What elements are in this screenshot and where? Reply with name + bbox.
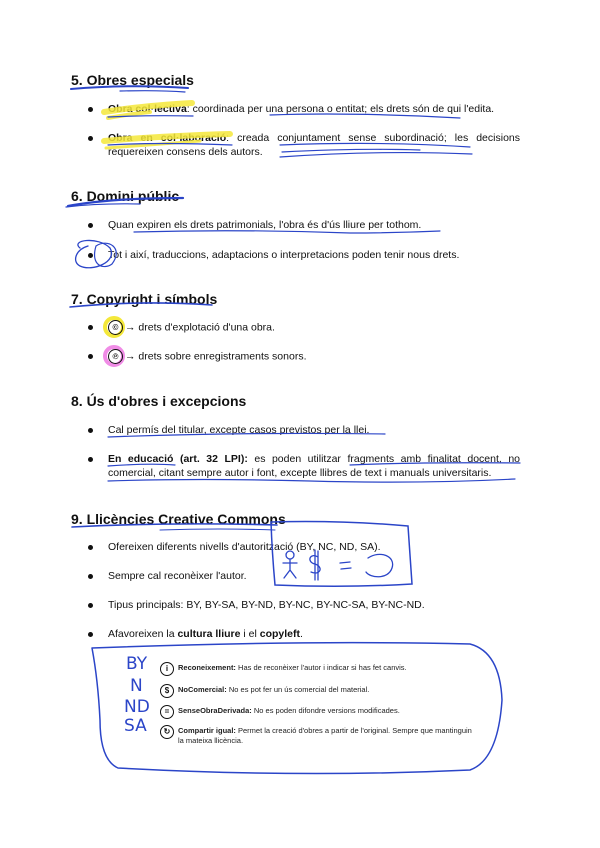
person-icon: i: [160, 662, 174, 676]
list-item: [88, 218, 520, 232]
section-9-title: 9. Llicències Creative Commons: [71, 511, 286, 527]
term-copyleft: copyleft: [259, 628, 301, 640]
bullet-icon: [88, 325, 93, 330]
section-6-title: 6. Domini públic: [71, 188, 180, 204]
item-text: i el: [240, 628, 260, 640]
equals-icon: =: [160, 705, 174, 719]
legend-term: Compartir igual:: [178, 726, 236, 735]
legend-term: NoComercial:: [178, 685, 227, 694]
handwritten-nd: ND: [124, 697, 150, 717]
copyright-icon: ©: [108, 320, 123, 335]
list-item: [88, 349, 520, 364]
handwritten-n: N: [130, 676, 143, 696]
section-5-title: 5. Obres especials: [71, 72, 194, 88]
bullet-icon: [88, 223, 93, 228]
share-alike-icon: ↻: [160, 725, 174, 739]
legend-text: Has de reconèixer l'autor i indicar si has fet canvis.: [235, 663, 407, 672]
bullet-icon: [88, 136, 93, 141]
legend-row-by: [130, 663, 478, 673]
legend-term: Reconeixement:: [178, 663, 236, 672]
equals-icon: [340, 562, 351, 569]
list-item: [88, 569, 520, 583]
handwritten-by: BY: [126, 654, 148, 674]
term-cultura-lliure: cultura lliure: [177, 628, 241, 640]
bullet-icon: [88, 457, 93, 462]
legend-row-nc: [130, 685, 478, 695]
list-item: [88, 452, 520, 480]
list-item: [88, 320, 520, 335]
list-item: [88, 627, 520, 641]
handwritten-sa: SA: [124, 716, 147, 736]
list-item: [88, 423, 520, 437]
item-text: : creada conjuntament sense subordinació; les decisions requereixen consens dels autors.: [108, 132, 520, 158]
item-text: → drets sobre enregistraments sonors.: [125, 350, 307, 363]
item-text: Tipus principals: BY, BY-SA, BY-ND, BY-NC, BY-NC-SA, BY-NC-ND.: [108, 599, 425, 611]
list-item: [88, 102, 520, 116]
bullet-icon: [88, 603, 93, 608]
section-8-title: 8. Ús d'obres i excepcions: [71, 393, 247, 409]
legend-text: No es pot fer un ús comercial del material.: [226, 685, 370, 694]
pen-underline: [160, 529, 275, 530]
bullet-icon: [88, 107, 93, 112]
list-item: [88, 598, 520, 612]
bullet-icon: [88, 574, 93, 579]
term-obra-collaboracio: Obra en col·laboració: [108, 132, 227, 144]
item-text: .: [300, 628, 303, 640]
section-7-title: 7. Copyright i símbols: [71, 291, 218, 307]
list-item: [88, 540, 520, 554]
legend-term: SenseObraDerivada:: [178, 706, 252, 715]
list-item: [88, 131, 520, 159]
item-text: → drets d'explotació d'una obra.: [125, 321, 275, 334]
term-obra-collectiva: Obra col·lectiva: [108, 103, 187, 115]
item-text: Sempre cal reconèixer l'autor.: [108, 570, 247, 582]
legend-text: No es poden difondre versions modificades.: [251, 706, 400, 715]
phonogram-icon: ℗: [108, 349, 123, 364]
item-text: es poden utilitzar fragments amb finalitat docent, no comercial, citant sempre autor i font, excepte llibres de text i manuals universitaris.: [108, 453, 521, 479]
item-text: Ofereixen diferents nivells d'autorització (BY, NC, ND, SA).: [108, 541, 381, 553]
item-text: Afavoreixen la: [108, 628, 178, 640]
item-text: : coordinada per una persona o entitat; els drets són de qui l'edita.: [186, 103, 495, 115]
list-item: [88, 248, 520, 262]
item-text: Quan expiren els drets patrimonials, l'obra és d'ús lliure per tothom.: [108, 219, 422, 231]
bullet-icon: [88, 253, 93, 258]
bullet-icon: [88, 632, 93, 637]
item-text: Cal permís del titular, excepte casos previstos per la llei.: [108, 424, 370, 436]
pen-underline: [120, 91, 185, 92]
bullet-icon: [88, 545, 93, 550]
no-dollar-icon: $: [160, 684, 174, 698]
pen-underline: [66, 204, 140, 207]
legend-row-nd: [130, 706, 478, 716]
item-text: Tot i així, traduccions, adaptacions o interpretacions poden tenir nous drets.: [108, 249, 460, 261]
term-educacio: En educació (art. 32 LPI):: [108, 453, 248, 465]
bullet-icon: [88, 354, 93, 359]
legend-row-sa: [130, 726, 478, 746]
legend-text: Permet la creació d'obres a partir de l'original. Sempre que mantinguin la mateixa llicència.: [178, 726, 472, 745]
bullet-icon: [88, 428, 93, 433]
